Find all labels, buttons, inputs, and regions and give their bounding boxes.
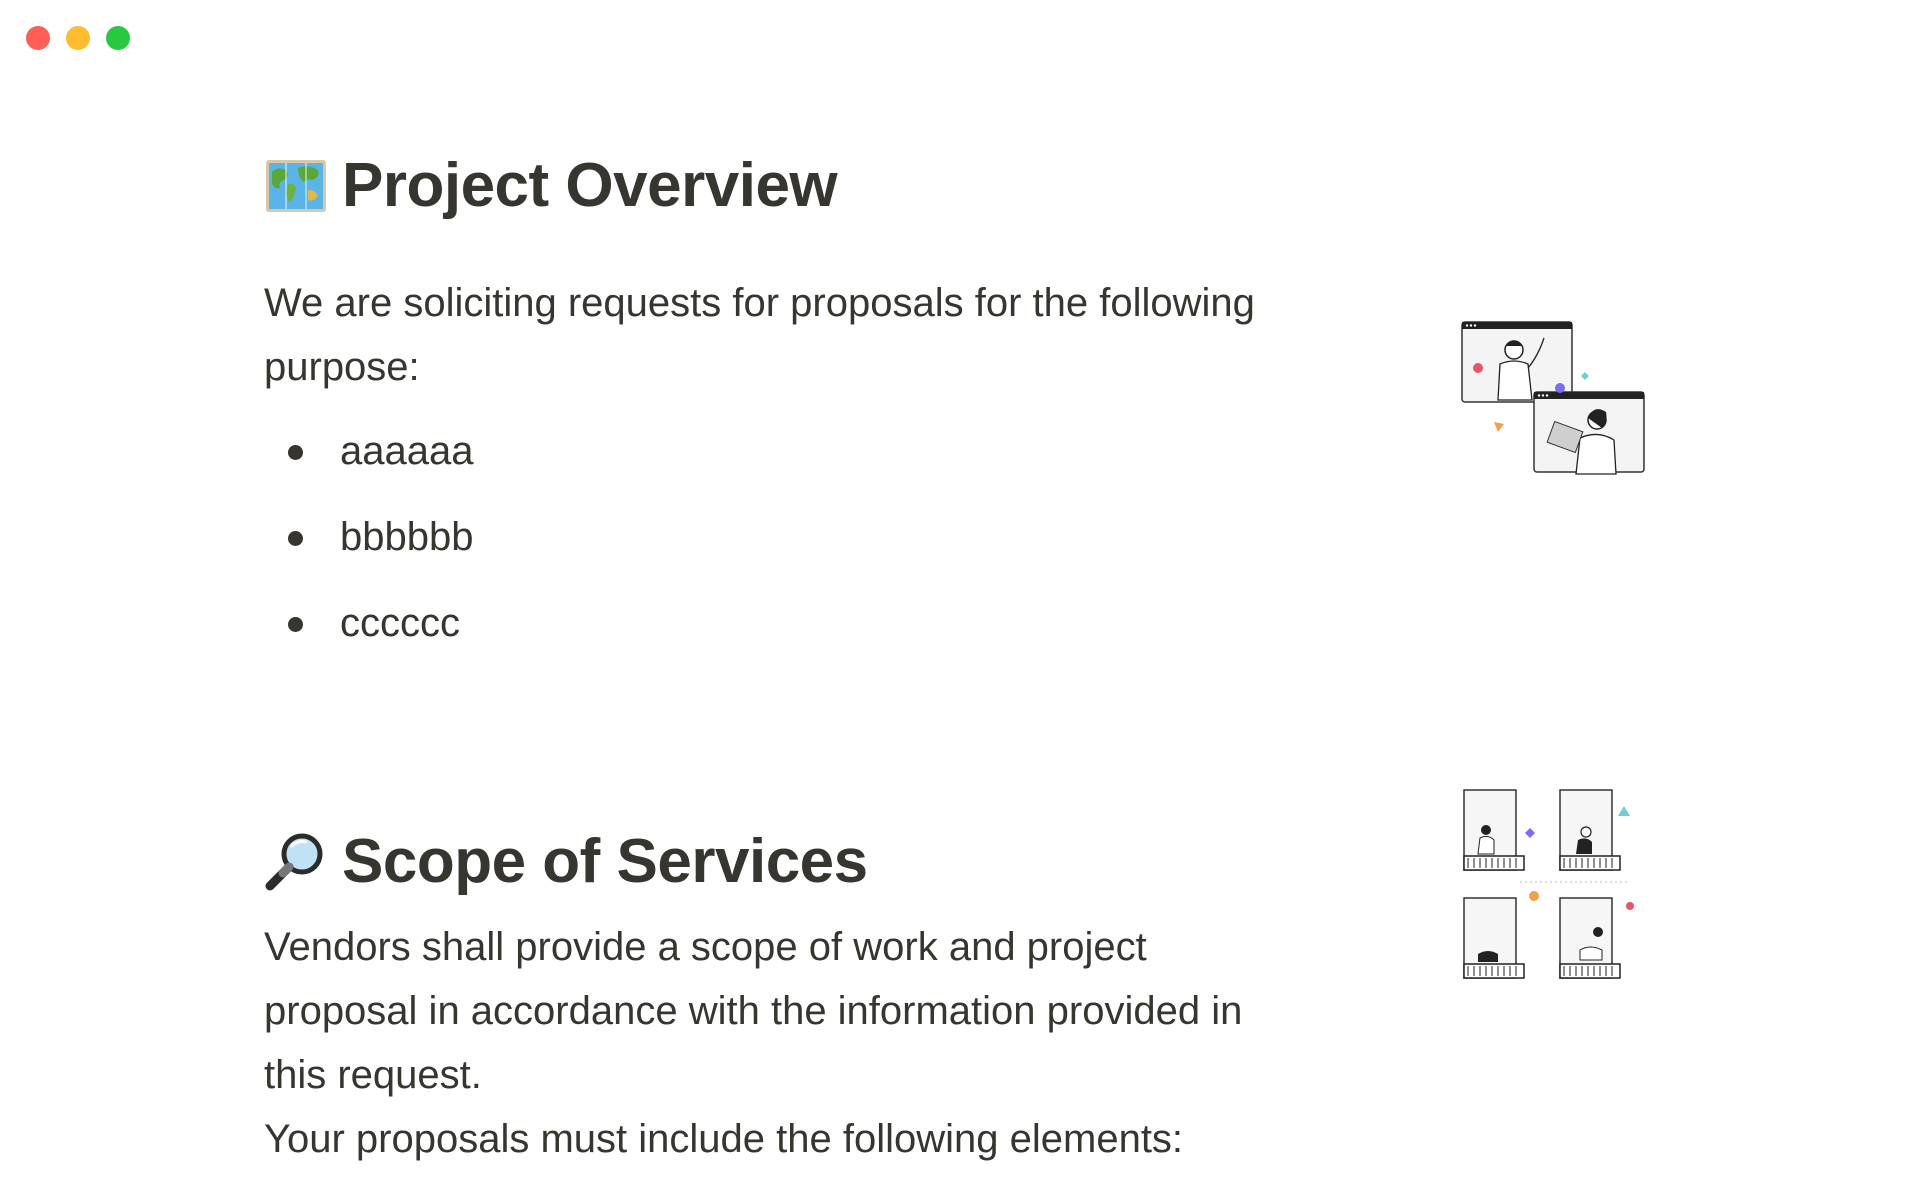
bullet-text: aaaaaa: [340, 429, 474, 473]
scope-elements-intro[interactable]: Your proposals must include the following elements:: [264, 1117, 1184, 1161]
bullet-text: bbbbbb: [340, 515, 474, 559]
bullet-item[interactable]: [264, 419, 1304, 505]
scope-paragraph[interactable]: Vendors shall provide a scope of work and project proposal in accordance with the information provided in this request.: [264, 925, 1243, 1097]
overview-bullet-list: [264, 419, 1304, 677]
bullet-text: cccccc: [340, 601, 460, 645]
scope-title: Scope of Services: [342, 827, 868, 896]
minimize-button[interactable]: [66, 26, 90, 50]
bullet-dot-icon: [288, 617, 303, 632]
team-windows-illustration: [1460, 786, 1660, 986]
bullet-item[interactable]: [264, 591, 1304, 677]
bullet-dot-icon: [288, 445, 303, 460]
window-panel: [1464, 790, 1524, 870]
world-map-icon: [264, 154, 328, 218]
bullet-item[interactable]: [264, 505, 1304, 591]
magnifying-glass-icon: [264, 830, 328, 894]
overview-title: Project Overview: [342, 151, 838, 220]
overview-heading[interactable]: [264, 150, 1304, 221]
window-controls: [26, 26, 130, 50]
close-button[interactable]: [26, 26, 50, 50]
overview-section: [264, 150, 1304, 677]
scope-heading[interactable]: [264, 826, 1304, 897]
zoom-button[interactable]: [106, 26, 130, 50]
scope-section: [264, 826, 1304, 1171]
video-call-illustration: [1460, 318, 1660, 488]
overview-intro[interactable]: We are soliciting requests for proposals for the following purpose:: [264, 281, 1255, 389]
bullet-dot-icon: [288, 531, 303, 546]
